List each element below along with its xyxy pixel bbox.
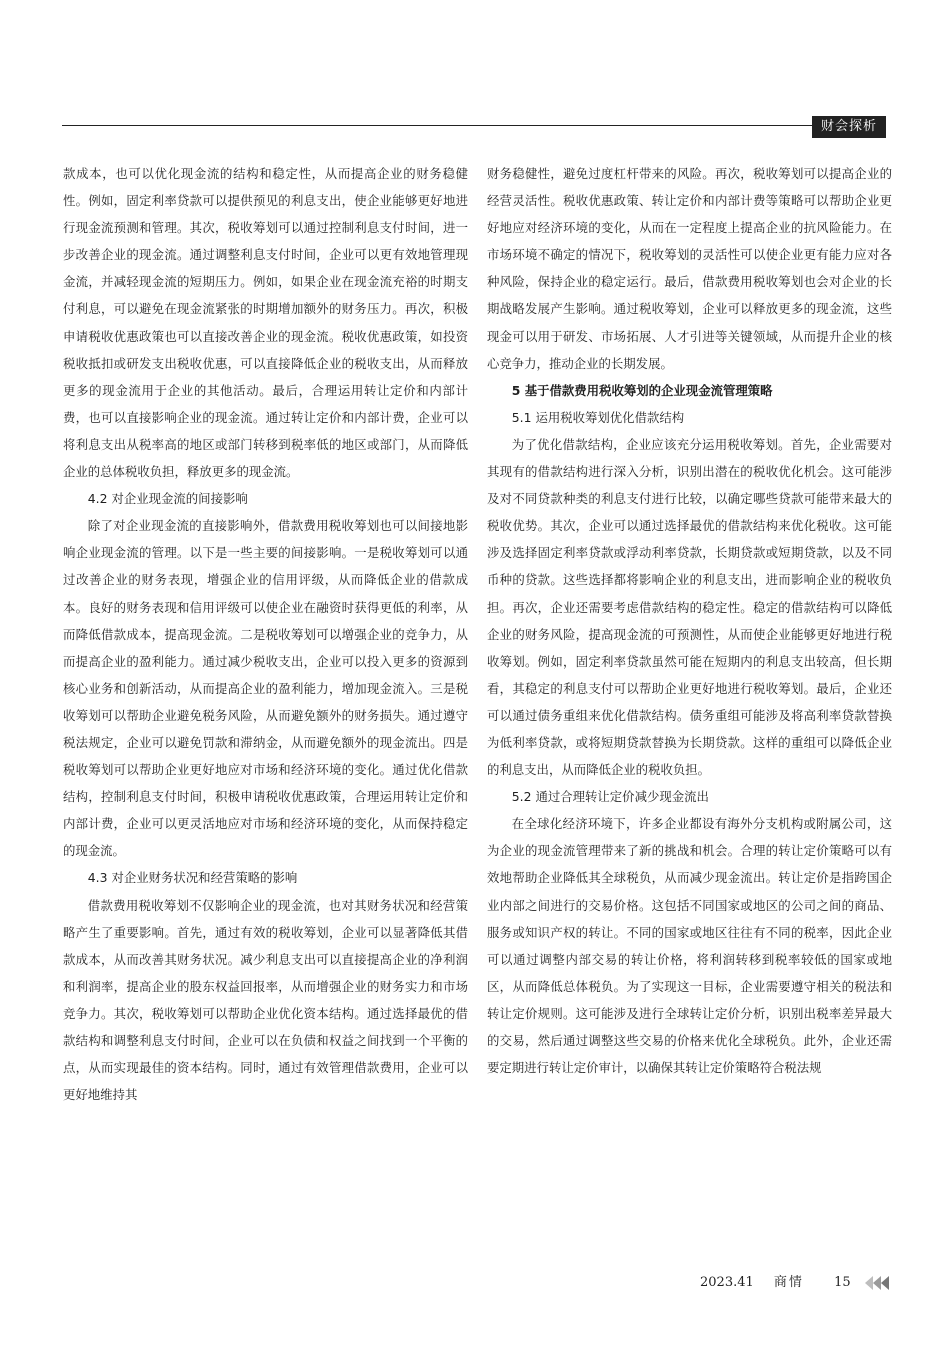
paragraph: 财务稳健性，避免过度杠杆带来的风险。再次，税收筹划可以提高企业的经营灵活性。税收优惠政策、转让定价和内部计费等策略可以帮助企业更好地应对经济环境的变化，从而在一定程度上提高企业的抗风险能力。在市场环境不确定的情况下，税收筹划的灵活性可以使企业更有能力应对各种风险，保持企业的稳定运行。最后，借款费用税收筹划也会对企业的长期战略发展产生影响。通过税收筹划，企业可以释放更多的现金流，这些现金可以用于研发、市场拓展、人才引进等关键领域，从而提升企业的核心竞争力，推动企业的长期发展。 (487, 166, 892, 371)
section-tag: 财会探析 (812, 116, 886, 138)
left-column (63, 160, 468, 1108)
header-rule (62, 125, 882, 126)
section-heading-5: 5 基于借款费用税收筹划的企业现金流管理策略 (511, 382, 773, 398)
magazine-name: 商情 (773, 1275, 804, 1290)
right-column (487, 160, 892, 1081)
issue-date: 2023.41 (700, 1275, 754, 1290)
section-heading-4-2: 4.2 对企业现金流的间接影响 (87, 491, 248, 507)
paragraph: 款成本，也可以优化现金流的结构和稳定性，从而提高企业的财务稳健性。例如，固定利率贷款可以提供预见的利息支出，使企业能够更好地进行现金流预测和管理。其次，税收筹划可以通过控制利息支付时间，进一步改善企业的现金流。通过调整利息支付时间，企业可以更有效地管理现金流，并减轻现金流的短期压力。例如，如果企业在现金流充裕的时期支付利息，可以避免在现金流紧张的时期增加额外的财务压力。再次，积极申请税收优惠政策也可以直接改善企业的现金流。税收优惠政策，如投资税收抵扣或研发支出税收优惠，可以直接降低企业的税收支出，从而释放更多的现金流用于企业的其他活动。最后，合理运用转让定价和内部计费，也可以直接影响企业的现金流。通过转让定价和内部计费，企业可以将利息支出从税率高的地区或部门转移到税率低的地区或部门，从而降低企业的总体税收负担，释放更多的现金流。 (63, 166, 468, 480)
section-heading-4-3: 4.3 对企业财务状况和经营策略的影响 (87, 870, 298, 886)
paragraph: 在全球化经济环境下，许多企业都设有海外分支机构或附属公司，这为企业的现金流管理带来了新的挑战和机会。合理的转让定价策略可以有效地帮助企业降低其全球税负，从而减少现金流出。转让定价是指跨国企业内部之间进行的交易价格。这包括不同国家或地区的公司之间的商品、服务或知识产权的转让。不同的国家或地区往往有不同的税率，因此企业可以通过调整内部交易的转让价格，将利润转移到税率较低的国家或地区，从而降低总体税负。为了实现这一目标，企业需要遵守相关的税法和转让定价规则。这可能涉及进行全球转让定价分析，识别出税率差异最大的交易，然后通过调整这些交易的价格来优化全球税负。此外，企业还需要定期进行转让定价审计，以确保其转让定价策略符合税法规 (487, 816, 892, 1076)
paragraph: 为了优化借款结构，企业应该充分运用税收筹划。首先，企业需要对其现有的借款结构进行深入分析，识别出潜在的税收优化机会。这可能涉及对不同贷款种类的利息支付进行比较，以确定哪些贷款可能带来最大的税收优势。其次，企业可以通过选择最优的借款结构来优化税收。这可能涉及选择固定利率贷款或浮动利率贷款，长期贷款或短期贷款，以及不同币种的贷款。这些选择都将影响企业的利息支出，进而影响企业的税收负担。再次，企业还需要考虑借款结构的稳定性。稳定的借款结构可以降低企业的财务风险，提高现金流的可预测性，从而使企业能够更好地进行税收筹划。例如，固定利率贷款虽然可能在短期内的利息支出较高，但长期看，其稳定的利息支付可以帮助企业更好地进行税收筹划。最后，企业还可以通过债务重组来优化借款结构。债务重组可能涉及将高利率贷款替换为低利率贷款，或将短期贷款替换为长期贷款。这样的重组可以降低企业的利息支出，从而降低企业的税收负担。 (487, 436, 892, 778)
page-number: 15 (834, 1275, 851, 1290)
section-heading-5-2: 5.2 通过合理转让定价减少现金流出 (511, 789, 709, 805)
section-heading-5-1: 5.1 运用税收筹划优化借款结构 (511, 409, 685, 425)
page-footer (700, 1271, 891, 1290)
paragraph: 除了对企业现金流的直接影响外，借款费用税收筹划也可以间接地影响企业现金流的管理。以下是一些主要的间接影响。一是税收筹划可以通过改善企业的财务表现，增强企业的信用评级，从而降低企业的借款成本。良好的财务表现和信用评级可以使企业在融资时获得更低的利率，从而降低借款成本，提高现金流。二是税收筹划可以增强企业的竞争力，从而提高企业的盈利能力。通过减少税收支出，企业可以投入更多的资源到核心业务和创新活动，从而提高企业的盈利能力，增加现金流入。三是税收筹划可以帮助企业避免税务风险，从而避免额外的财务损失。通过遵守税法规定，企业可以避免罚款和滞纳金，从而避免额外的现金流出。四是税收筹划可以帮助企业更好地应对市场和经济环境的变化。通过优化借款结构，控制利息支付时间，积极申请税收优惠政策，合理运用转让定价和内部计费，企业可以更灵活地应对市场和经济环境的变化，从而保持稳定的现金流。 (63, 518, 468, 859)
paragraph: 借款费用税收筹划不仅影响企业的现金流，也对其财务状况和经营策略产生了重要影响。首先，通过有效的税收筹划，企业可以显著降低其借款成本，从而改善其财务状况。减少利息支出可以直接提高企业的净利润和利润率，提高企业的股东权益回报率，从而增强企业的财务实力和市场竞争力。其次，税收筹划可以帮助企业优化资本结构。通过选择最优的借款结构和调整利息支付时间，企业可以在负债和权益之间找到一个平衡的点，从而实现最佳的资本结构。同时，通过有效管理借款费用，企业可以更好地维持其 (63, 897, 468, 1103)
triple-arrow-icon (865, 1276, 891, 1290)
